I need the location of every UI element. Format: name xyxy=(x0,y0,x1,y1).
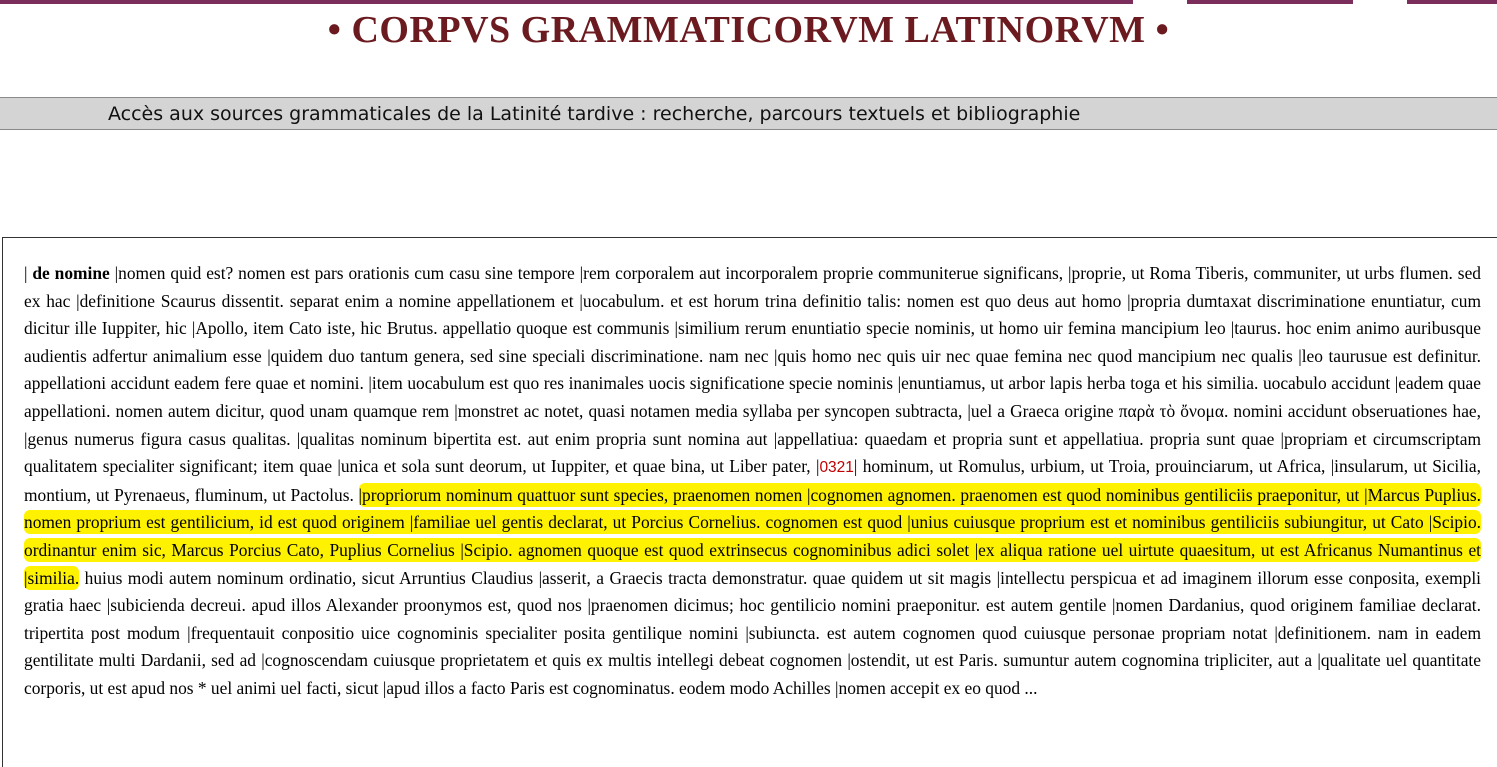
top-accent-line xyxy=(0,0,1497,4)
nav-tab-notch[interactable] xyxy=(1133,0,1187,4)
latin-text-body xyxy=(24,260,1481,703)
subtitle-text: Accès aux sources grammaticales de la Latinité tardive : recherche, parcours textuels et bibliographie xyxy=(108,103,1081,125)
line-marker: | xyxy=(24,263,33,283)
text-segment: | hominum, ut Romulus, urbium, ut Troia, prouinciarum, ut Africa, |insularum, ut Sicilia, montium, ut Pyrenaeus, fluminum, ut Pactolus. xyxy=(24,456,1481,505)
nav-tab-notch[interactable] xyxy=(1353,0,1407,4)
site-title: • CORPVS GRAMMATICORVM LATINORVM • xyxy=(327,9,1170,51)
highlighted-passage: |propriorum nominum quattuor sunt species, praenomen nomen |cognomen agnomen. praenomen est quod nominibus gentiliciis praeponitur, ut |Marcus Puplius. nomen proprium est gentilicium, id est quod originem |familiae uel gentis declarat, ut Porcius Cornelius. cognomen est quod |unius cuiusque proprium est et nominibus gentiliciis subiungitur, ut Cato |Scipio. ordinantur enim sic, Marcus Porcius Cato, Puplius Cornelius |Scipio. agnomen quoque est quod extrinsecus cognominibus adici solet |ex aliqua ratione uel uirtute quaesitum, ut est Africanus Numantinus et |similia. xyxy=(24,484,1481,588)
subtitle-bar xyxy=(0,97,1497,130)
text-segment: huius modi autem nominum ordinatio, sicut Arruntius Claudius |asserit, a Graecis tracta demonstratur. quae quidem ut sit magis |intellectu perspicua et ad imaginem illorum esse conposita, exempli gratia haec |subicienda decreui. apud illos Alexander proonymos est, quod nos |praenomen dicimus; hoc gentilicio nomini praeponitur. est autem gentile |nomen Dardanius, quod originem familiae declarat. tripertita post modum |frequentauit conpositio uice cognominis specialiter posita gentilique nomini |subiuncta. est autem cognomen quod cuiusque personae propriam notat |definitionem. nam in eadem gentilitate multi Dardanii, sed ad |cognoscendam cuiusque proprietatem et quis ex multis intellegi debeat cognomen |ostendit, ut est Paris. sumuntur autem cognomina tripliciter, aut a |qualitate uel quantitate corporis, ut est apud nos * uel animi uel facti, sicut |apud illos a facto Paris est cognominatus. eodem modo Achilles |nomen accepit ex eo quod ... xyxy=(24,567,1481,698)
page-reference-link[interactable]: 0321 xyxy=(819,459,854,477)
text-segment: |nomen quid est? nomen est pars orationis cum casu sine tempore |rem corporalem aut incorporalem proprie communiterue significans, |proprie, ut Roma Tiberis, communiter, ut urbs flumen. sed ex hac |definitione Scaurus dissentit. separat enim a nomine appellationem et |uocabulum. et est horum trina definitio talis: nomen est quo deus aut homo |propria dumtaxat discriminatione enuntiatur, cum dicitur ille Iuppiter, hic |Apollo, item Cato iste, hic Brutus. appellatio quoque est communis |similium rerum enuntiatio specie nominis, ut homo uir femina mancipium leo |taurus. hoc enim animo auribusque audientis adfertur animalium esse |quidem duo tantum genera, sed sine speciali discriminatione. nam nec |quis homo nec quis uir nec quae femina nec quod mancipium nec qualis |leo taurusue est definitur. appellationi accidunt eadem fere quae et nomini. |item uocabulum est quo res inanimales uocis significatione specie nominis |enuntiamus, ut arbor lapis herba toga et his similia. uocabulo accidunt |eadem quae appellationi. nomen autem dicitur, quod unam quamque rem |monstret ac notet, quasi notamen media syllaba per syncopen subtracta, |uel a Graeca origine παρὰ τὸ ὄνομα. nomini accidunt obseruationes hae, |genus numerus figura casus qualitas. |qualitas nominum bipertita est. aut enim propria sunt nomina aut |appellatiua: quaedam et propria sunt et appellatiua. propria sunt quae |propriam et circumscriptam qualitatem specialiter significant; item quae |unica et sola sunt deorum, ut Iuppiter, et quae bina, ut Liber pater, | xyxy=(24,263,1481,477)
section-heading: de nomine xyxy=(32,263,110,283)
text-panel xyxy=(2,237,1497,767)
